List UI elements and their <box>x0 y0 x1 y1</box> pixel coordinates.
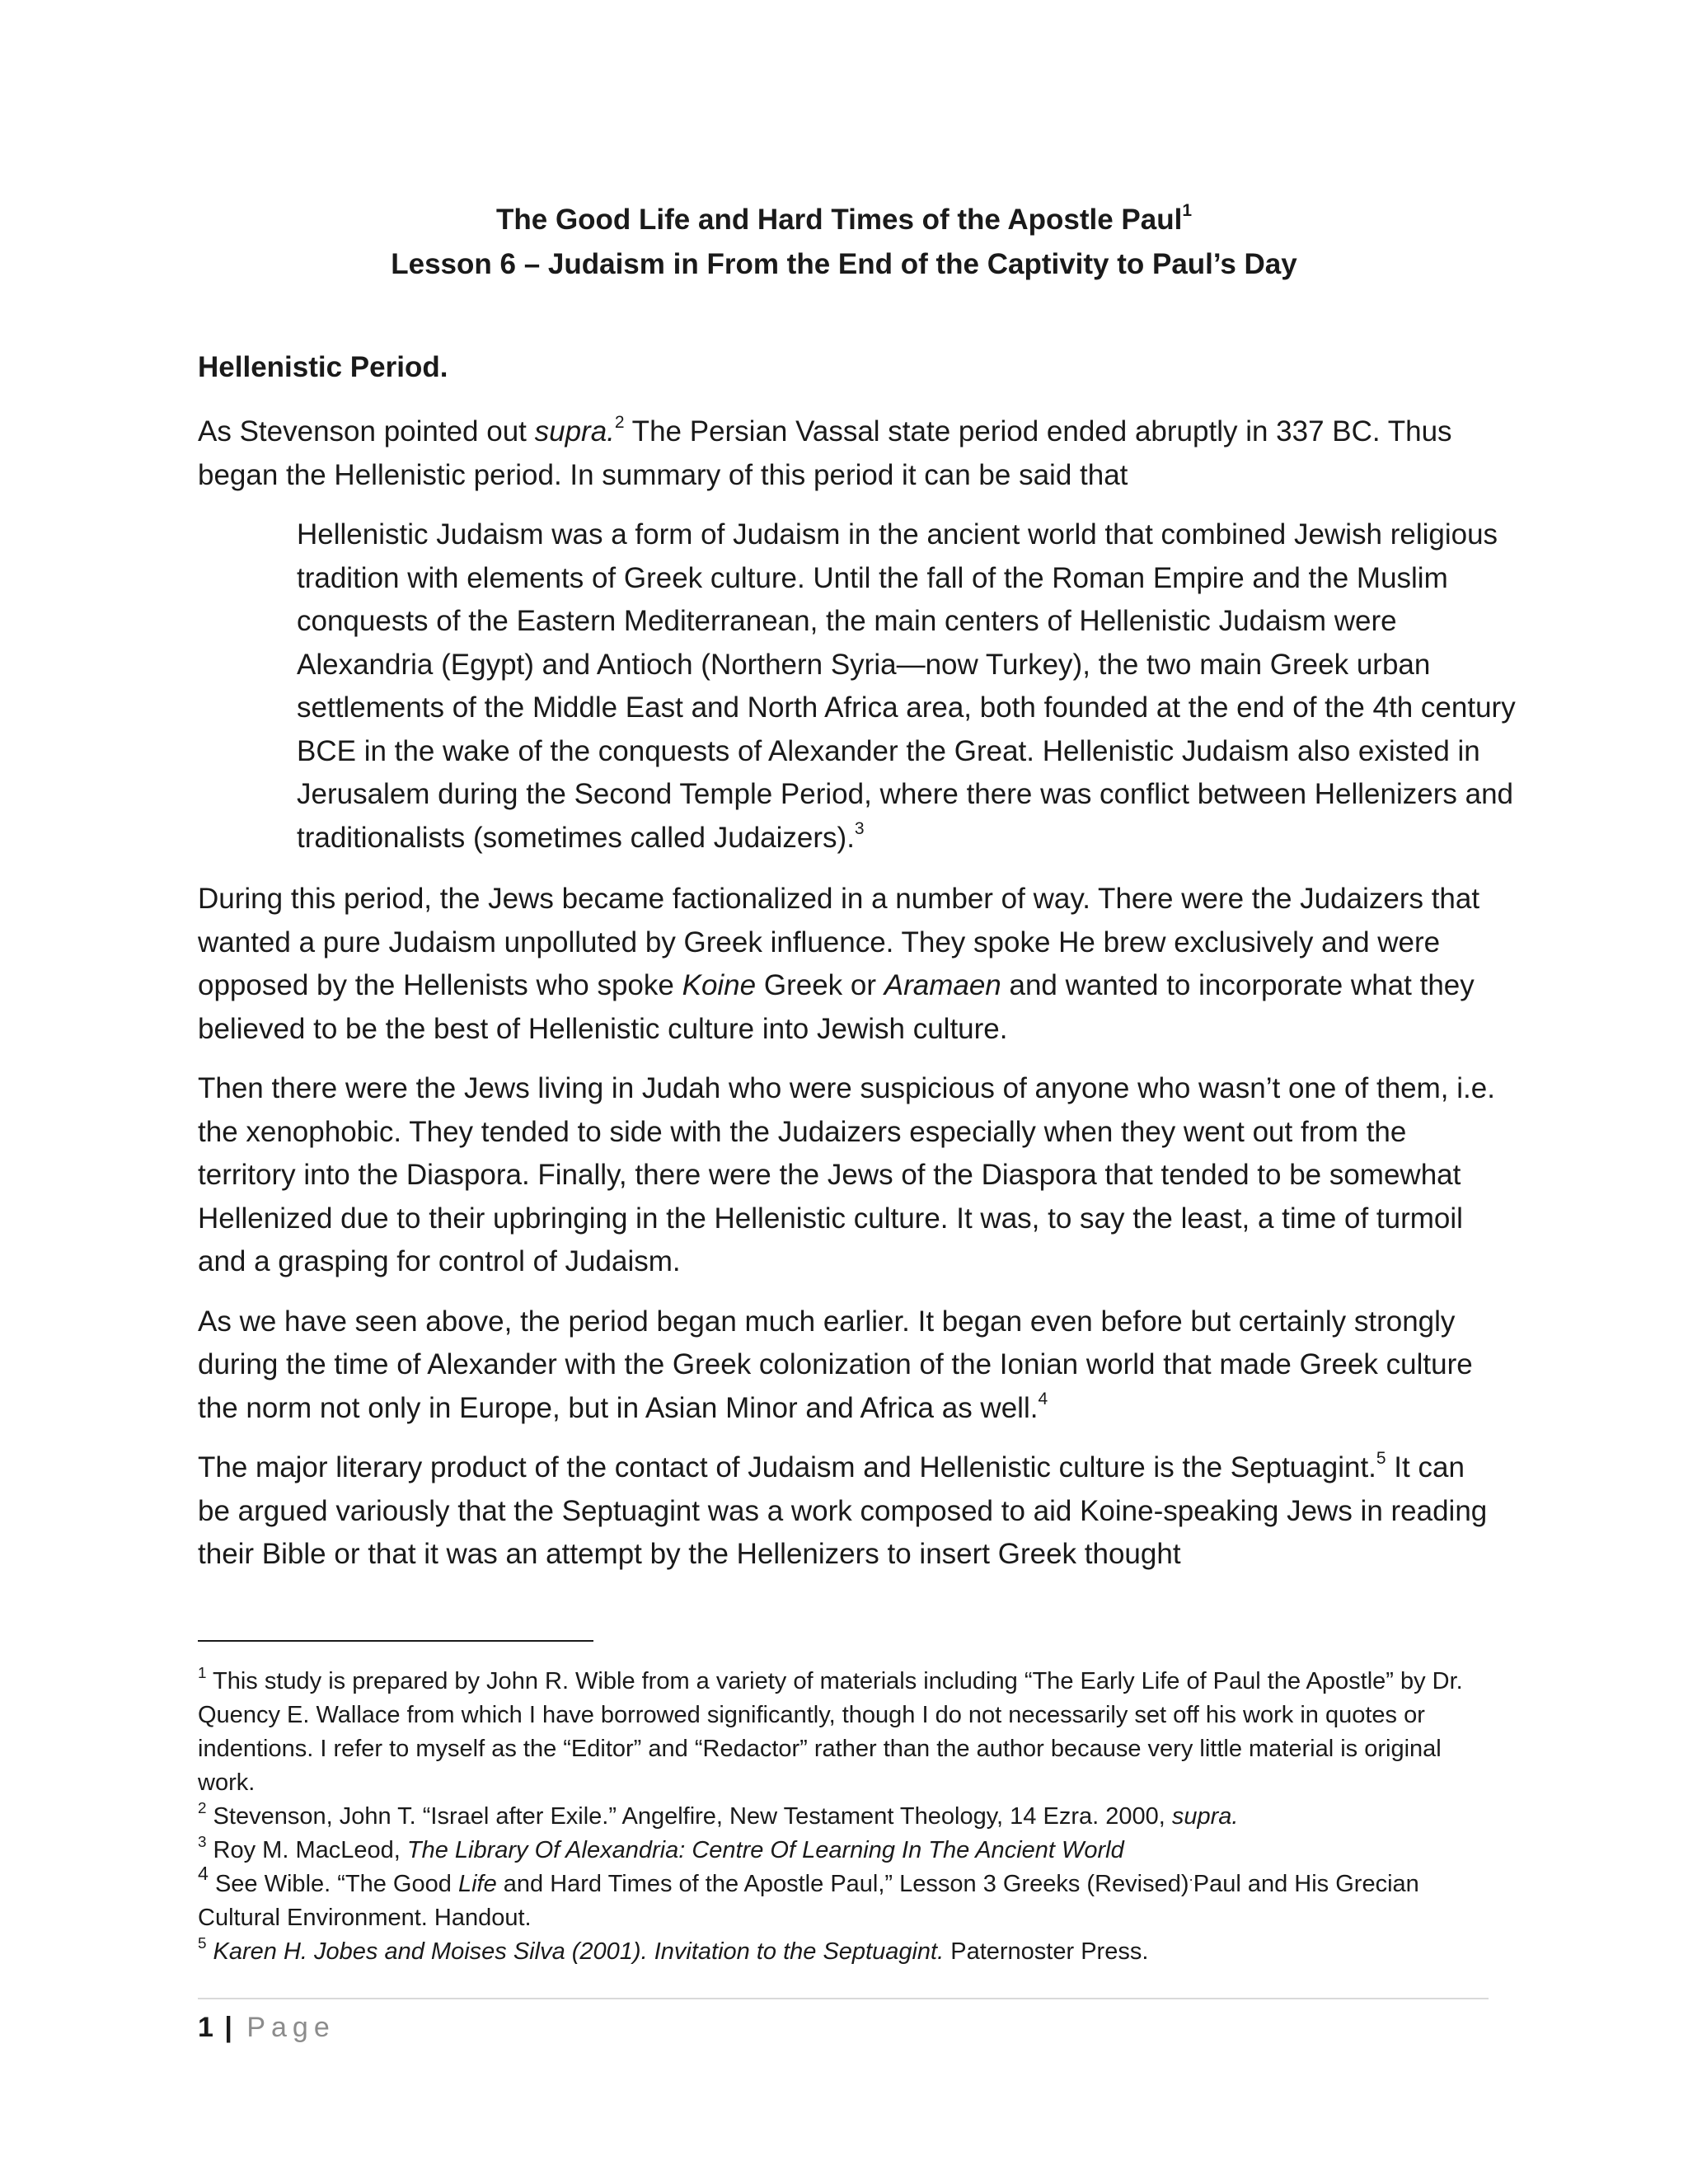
footnote-text: This study is prepared by John R. Wible from a variety of materials including “The Early Life of Paul the Apostle” by Dr. Quency E. Wallace from which I have borrowed significantly, though I do not necessarily set off his work in quotes or indentions. I refer to myself as the “Editor” and “Redactor” rather than the author because very little material is original work. <box>198 1668 1463 1796</box>
body-content <box>198 346 1516 1593</box>
italic-run: supra. <box>534 415 615 448</box>
page-footer <box>198 2008 335 2047</box>
footnote-4 <box>198 1862 1500 1935</box>
section-heading: Hellenistic Period. <box>198 351 448 383</box>
footnote-number: 4 <box>198 1862 209 1884</box>
page-number: 1 <box>198 2012 213 2043</box>
footnote-text: Stevenson, John T. “Israel after Exile.” Angelfire, New Testament Theology, 14 Ezra. 2000, <box>206 1803 1172 1830</box>
footnote-number: 5 <box>198 1933 207 1952</box>
quote-text: Hellenistic Judaism was a form of Judaism in the ancient world that combined Jewish religious tradition with elements of Greek culture. Until the fall of the Roman Empire and the Muslim conquests of the Eastern Mediterranean, the main centers of Hellenistic Judaism were Alexandria (Egypt) and Antioch (Northern Syria—now Turkey), the two main Greek urban settlements of the Middle East and North Africa area, both founded at the end of the 4th century BCE in the wake of the conquests of Alexander the Great. Hellenistic Judaism also existed in Jerusalem during the Second Temple Period, where there was conflict between Hellenizers and traditionalists (sometimes called Judaizers). <box>297 518 1516 854</box>
footnote-text: See Wible. “The Good <box>208 1871 458 1897</box>
footnote-text: Roy M. MacLeod, <box>206 1837 407 1863</box>
text-run: During this period, the Jews became factionalized in a number of way. There were the Judaizers that wanted a pure Judaism unpolluted by Greek influence. They spoke He brew exclusively and were opposed by the Hellenists who spoke <box>198 883 1480 1001</box>
paragraph-1 <box>198 410 1500 497</box>
title-line-2: Lesson 6 – Judaism in From the End of the Captivity to Paul’s Day <box>391 248 1297 280</box>
italic-run: Karen H. Jobes and Moises Silva (2001). Invitation to the Septuagint. <box>206 1938 945 1965</box>
footnote-ref-1: 1 <box>1182 201 1192 221</box>
footnote-text: and Hard Times of the Apostle Paul,” Lesson 3 Greeks (Revised) <box>496 1871 1189 1897</box>
footnote-ref-3: 3 <box>854 818 865 838</box>
footnote-divider <box>198 1640 593 1642</box>
text-run: The Persian Vassal state period ended abruptly in 337 BC. Thus began the Hellenistic period. In summary of this period it can be said that <box>198 415 1452 491</box>
document-title <box>0 198 1688 287</box>
paragraph-3: Then there were the Jews living in Judah who were suspicious of anyone who wasn’t one of them, i.e. the xenophobic. They tended to side with the Judaizers especially when they went out from the territory into the Diaspora. Finally, there were the Jews of the Diaspora that tended to be somewhat Hellenized due to their upbringing in the Hellenistic culture. It was, to say the least, a time of turmoil and a grasping for control of Judaism. <box>198 1072 1495 1277</box>
text-run: The major literary product of the contact of Judaism and Hellenistic culture is the Septuagint. <box>198 1451 1376 1483</box>
footnote-text: Paul and His Grecian Cultural Environment. Handout. <box>198 1871 1419 1931</box>
title-text: The Good Life and Hard Times of the Apostle Paul <box>496 204 1183 236</box>
italic-run: Aramaen <box>884 969 1001 1001</box>
footnote-5 <box>198 1935 1500 1969</box>
footer-rule <box>198 1998 1489 1999</box>
footnote-2 <box>198 1800 1500 1834</box>
footnotes <box>198 1665 1500 1969</box>
text-run: It can be argued variously that the Septuagint was a work composed to aid Koine-speaking Jews in reading their Bible or that it was an attempt by the Hellenizers to insert Greek thought <box>198 1451 1488 1570</box>
block-quote <box>297 513 1525 860</box>
text-run: As Stevenson pointed out <box>198 415 535 448</box>
footnote-ref-2: 2 <box>614 413 625 433</box>
italic-run: The Library Of Alexandria: Centre Of Learning In The Ancient World <box>406 1837 1124 1863</box>
footnote-3 <box>198 1834 1500 1868</box>
stray-mark: . <box>1189 1866 1193 1884</box>
footer-separator: | <box>224 2012 232 2043</box>
paragraph-2 <box>198 878 1500 1051</box>
footnote-number: 2 <box>198 1798 207 1816</box>
italic-run: supra. <box>1171 1803 1239 1830</box>
footnote-text: Paternoster Press. <box>944 1938 1149 1965</box>
page-label: Page <box>246 2012 335 2043</box>
paragraph-5 <box>198 1446 1500 1577</box>
text-run: As we have seen above, the period began much earlier. It began even before but certainly strongly during the time of Alexander with the Greek colonization of the Ionian world that made Greek culture the norm not only in Europe, but in Asian Minor and Africa as well. <box>198 1305 1473 1424</box>
italic-run: Life <box>457 1871 497 1897</box>
title-line-1 <box>0 198 1688 242</box>
paragraph-4 <box>198 1301 1500 1431</box>
italic-run: Koine <box>682 969 757 1001</box>
footnote-ref-4: 4 <box>1038 1389 1048 1408</box>
text-run: Greek or <box>756 969 884 1001</box>
footnote-1 <box>198 1665 1500 1800</box>
text-run: and wanted to incorporate what they believed to be the best of Hellenistic culture into Jewish culture. <box>198 969 1475 1045</box>
footnote-number: 1 <box>198 1663 207 1681</box>
footnote-ref-5: 5 <box>1376 1449 1386 1469</box>
footnote-number: 3 <box>198 1832 207 1850</box>
